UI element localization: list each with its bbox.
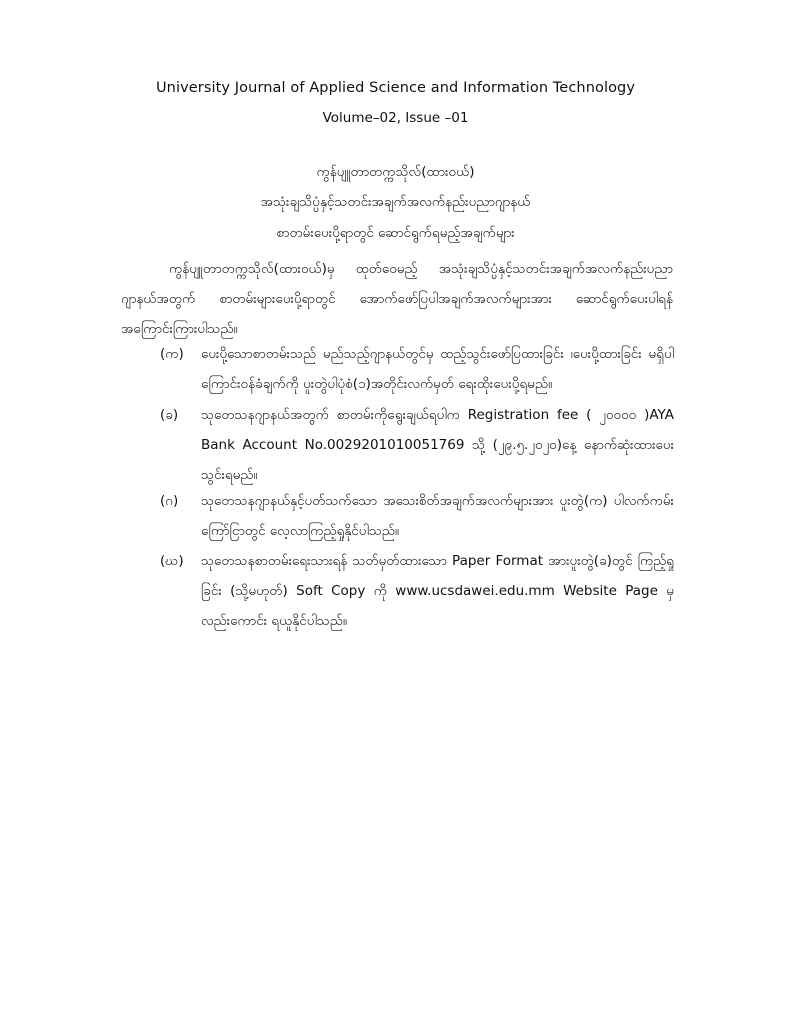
journal-title: University Journal of Applied Science and Information Technology [155,80,636,96]
list-item-text: သုတေသနစာတမ်းရေးသားရန် သတ်မှတ်ထားသော Paper Format အားပူးတွဲ(ခ)တွင် ကြည့်ရှုခြင်း (သို့မဟုတ်) Soft Copy ကို www.ucsdawei.edu.mm Website Page မှလည်းကောင်း ရယူနိုင်ပါသည်။ [201,553,674,629]
list-item-text: သုတေသနဂျာနယ်နှင့်ပတ်သက်သော အသေးစိတ်အချက်အလက်များအား ပူးတွဲ(က) ပါလက်ကမ်းကြော်ငြာတွင် လေ့လာကြည့်ရှုနိုင်ပါသည်။ [201,493,674,539]
list-item-marker: (ဃ) [160,553,184,569]
list-item [160,339,674,399]
notice-heading-line-2: အသုံးချသိပ္ပံနှင့်သတင်းအချက်အလက်နည်းပညာဂျာနယ် [260,194,531,210]
list-item-text: ပေးပို့သောစာတမ်းသည် မည်သည့်ဂျာနယ်တွင်မှ ထည့်သွင်းဖော်ပြထားခြင်း ၊ပေးပို့ထားခြင်း မရှိပါကြောင်းဝန်ခံချက်ကို ပူးတွဲပါပုံစံ(၁)အတိုင်းလက်မှတ် ရေးထိုးပေးပို့ရမည်။ [201,346,674,392]
list-item-marker: (က) [160,346,184,362]
list-item-marker: (ဂ) [160,493,179,509]
list-item-text: သုတေသနဂျာနယ်အတွက် စာတမ်းကိုရွေးချယ်ရပါက Registration fee ( ၂၀၀၀၀ )AYA Bank Account No.0029201010051769 သို့ (၂၉.၅.၂၀၂၀)နေ့ နောက်ဆုံးထားပေးသွင်းရမည်။ [201,407,674,483]
list-item [160,400,674,490]
volume-issue: Volume–02, Issue –01 [322,110,469,126]
list-item [160,546,674,636]
intro-paragraph: ကွန်ပျူတာတက္ကသိုလ်(ထားဝယ်)မှ ထုတ်ဝေမည့် အသုံးချသိပ္ပံနှင့်သတင်းအချက်အလက်နည်းပညာဂျာနယ်အတွက် စာတမ်းများပေးပို့ရာတွင် အောက်ဖော်ပြပါအချက်အလက်များအား ဆောင်ရွက်ပေးပါရန် အကြောင်းကြားပါသည်။ [121,261,673,337]
notice-heading-line-1: ကွန်ပျူတာတက္ကသိုလ်(ထားဝယ်) [316,164,475,180]
list-item-marker: (ခ) [160,407,179,423]
list-item [160,486,674,546]
notice-heading-line-3: စာတမ်းပေးပို့ရာတွင် ဆောင်ရွက်ရမည့်အချက်များ [276,225,515,241]
